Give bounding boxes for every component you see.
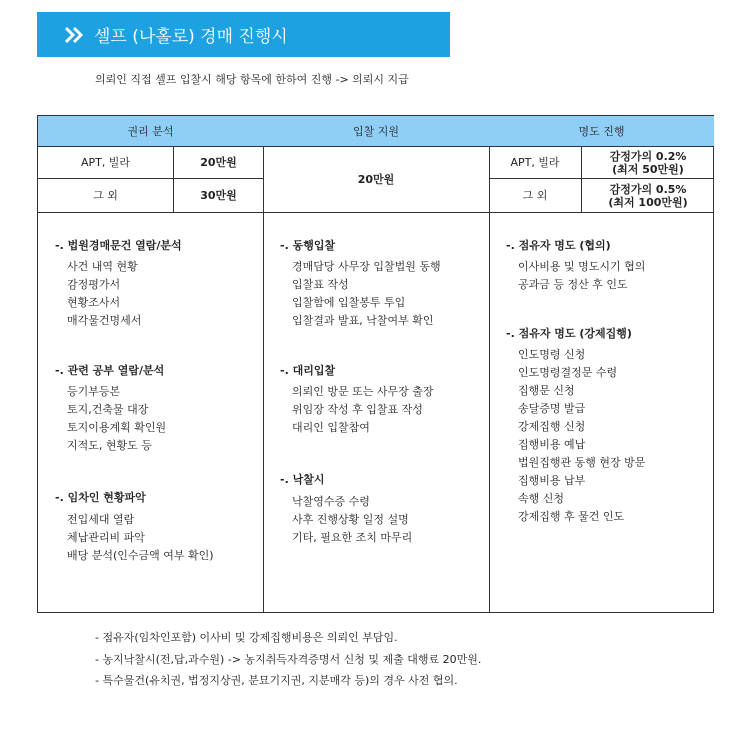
row-price: 30만원 (200, 189, 237, 202)
list-item: 송달증명 발급 (518, 402, 586, 415)
note-line: - 특수물건(유치권, 법정지상권, 분묘기지권, 지분매각 등)의 경우 사전 협의. (95, 674, 458, 687)
intro-text: 의뢰인 직접 셀프 입찰시 해당 항목에 한하여 진행 -> 의뢰시 지급 (95, 73, 409, 86)
list-item: 감정평가서 (67, 278, 121, 291)
list-item: 토지,건축물 대장 (67, 403, 149, 416)
column-header: 입찰 지원 (263, 116, 489, 147)
list-item: 집행비용 납부 (518, 474, 586, 487)
column-bidding-support (263, 116, 490, 612)
page-title: 셀프 (나홀로) 경매 진행시 (94, 27, 288, 47)
price-line: 감정가의 0.5% (609, 182, 687, 196)
list-item: 전입세대 열람 (67, 513, 135, 526)
list-item: 입찰표 작성 (292, 278, 349, 291)
list-item: 배당 분석(인수금액 여부 확인) (67, 549, 214, 562)
list-item: 집행비용 예납 (518, 438, 586, 451)
title-banner (37, 12, 450, 57)
service-table (37, 115, 714, 613)
row-label: 그 외 (489, 179, 582, 212)
section-title: -. 점유자 명도 (강제집행) (506, 327, 632, 340)
price-line: (최저 100만원) (608, 195, 688, 209)
list-item: 위임장 작성 후 입찰표 작성 (292, 403, 423, 416)
section-title: -. 동행입찰 (280, 239, 336, 252)
list-item: 토지이용계획 확인원 (67, 421, 167, 434)
section-list (263, 212, 489, 544)
price-line: (최저 50만원) (612, 162, 684, 176)
row-price: 20만원 (357, 173, 395, 186)
note-line: - 점유자(임차인포함) 이사비 및 강제집행비용은 의뢰인 부담임. (95, 631, 398, 644)
list-item: 집행문 신청 (518, 384, 575, 397)
list-item: 대리인 입찰참여 (292, 421, 370, 434)
list-item: 입찰함에 입찰봉투 투입 (292, 296, 406, 309)
row-label: 그 외 (38, 179, 174, 212)
column-header: 명도 진행 (489, 116, 714, 147)
list-item: 경매담당 사무장 입찰법원 동행 (292, 260, 441, 273)
section-title: -. 법원경매문건 열람/분석 (55, 239, 182, 252)
list-item: 지적도, 현황도 등 (67, 439, 152, 452)
list-item: 사건 내역 현황 (67, 260, 138, 273)
list-item: 공과금 등 정산 후 인도 (518, 278, 628, 291)
list-item: 강제집행 후 물건 인도 (518, 510, 625, 523)
row-price: 20만원 (174, 147, 263, 179)
list-item: 강제집행 신청 (518, 420, 586, 433)
column-eviction (489, 116, 714, 612)
price-line: 감정가의 0.2% (609, 149, 687, 163)
list-item: 이사비용 및 명도시기 협의 (518, 260, 646, 273)
list-item: 낙찰영수증 수령 (292, 495, 370, 508)
list-item: 속행 신청 (518, 492, 565, 505)
list-item: 매각물건명세서 (67, 314, 142, 327)
list-item: 인도명령 신청 (518, 348, 586, 361)
list-item: 법원집행관 동행 현장 방문 (518, 456, 646, 469)
list-item: 인도명령결정문 수령 (518, 366, 618, 379)
list-item: 현황조사서 (67, 296, 121, 309)
list-item: 기타, 필요한 조치 마무리 (292, 531, 413, 544)
section-list (38, 212, 263, 562)
row-label: APT, 빌라 (489, 147, 582, 179)
section-title: -. 대리입찰 (280, 364, 336, 377)
list-item: 등기부등본 (67, 385, 121, 398)
column-rights-analysis (38, 116, 264, 612)
list-item: 체납관리비 파악 (67, 531, 145, 544)
double-chevron-right-icon (64, 26, 84, 44)
column-header: 권리 분석 (38, 116, 263, 147)
section-title: -. 낙찰시 (280, 473, 325, 486)
note-line: - 농지낙찰시(전,답,과수원) -> 농지취득자격증명서 신청 및 제출 대행료 20만원. (95, 653, 482, 666)
row-price (582, 179, 714, 212)
section-title: -. 임차인 현황파악 (55, 491, 146, 504)
list-item: 의뢰인 방문 또는 사무장 출장 (292, 385, 434, 398)
row-price (582, 147, 714, 179)
section-list (489, 212, 714, 523)
section-title: -. 관련 공부 열람/분석 (55, 364, 165, 377)
section-title: -. 점유자 명도 (협의) (506, 239, 611, 252)
row-label: APT, 빌라 (38, 147, 174, 179)
list-item: 사후 진행상황 일정 설명 (292, 513, 409, 526)
list-item: 입찰결과 발표, 낙찰여부 확인 (292, 314, 434, 327)
